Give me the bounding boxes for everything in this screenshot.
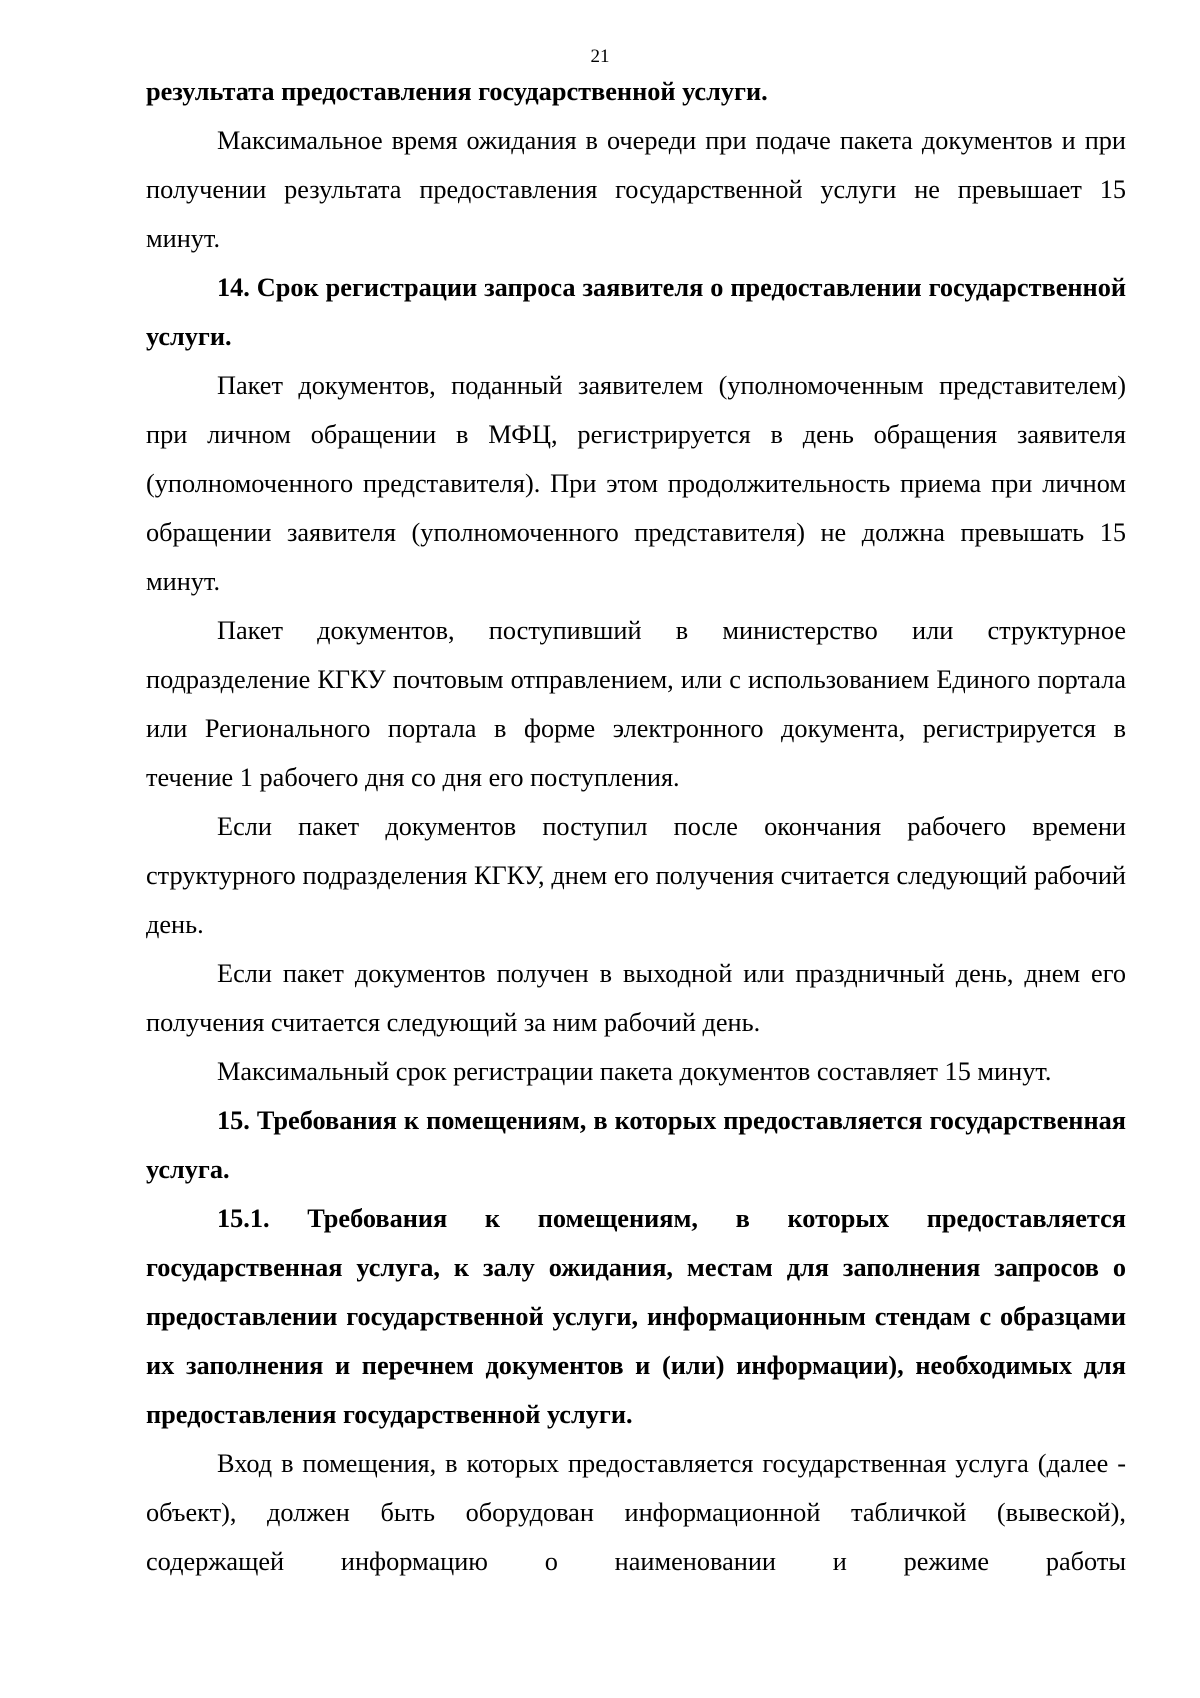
paragraph-continuation-heading: результата предоставления государственной услуги. (146, 77, 768, 106)
page-number: 21 (590, 46, 610, 67)
paragraph-after-hours: Если пакет документов поступил после окончания рабочего времени структурного подразделения КГКУ, днем его получения считается следующий рабочий день. (146, 812, 1126, 939)
section-heading-14: 14. Срок регистрации запроса заявителя о предоставлении государственной услуги. (146, 273, 1126, 351)
paragraph-entrance-signage: Вход в помещения, в которых предоставляется государственная услуга (далее - объект), должен быть оборудован информационной табличкой (вывеской), содержащей информацию о наименовании и режиме работы (146, 1449, 1126, 1576)
paragraph-mfc-registration: Пакет документов, поданный заявителем (уполномоченным представителем) при личном обращении в МФЦ, регистрируется в день обращения заявителя (уполномоченного представителя). При этом продолжительность приема при личном обращении заявителя (уполномоченного представителя) не должна превышать 15 минут. (146, 371, 1126, 596)
paragraph-holiday: Если пакет документов получен в выходной или праздничный день, днем его получения считается следующий за ним рабочий день. (146, 959, 1126, 1037)
paragraph-max-registration-time: Максимальный срок регистрации пакета документов составляет 15 минут. (217, 1057, 1052, 1086)
paragraph-max-wait-time: Максимальное время ожидания в очереди при подаче пакета документов и при получении результата предоставления государственной услуги не превышает 15 минут. (146, 126, 1126, 253)
section-heading-15: 15. Требования к помещениям, в которых предоставляется государственная услуга. (146, 1106, 1126, 1184)
section-heading-15-1: 15.1. Требования к помещениям, в которых предоставляется государственная услуга, к залу ожидания, местам для заполнения запросов о предоставлении государственной услуги, информационным стендам с образцами их заполнения и перечнем документов и (или) информации), необходимых для предоставления государственной услуги. (146, 1204, 1126, 1429)
document-body (146, 67, 1126, 1586)
paragraph-postal-registration: Пакет документов, поступивший в министерство или структурное подразделение КГКУ почтовым отправлением, или с использованием Единого портала или Регионального портала в форме электронного документа, регистрируется в течение 1 рабочего дня со дня его поступления. (146, 616, 1126, 792)
